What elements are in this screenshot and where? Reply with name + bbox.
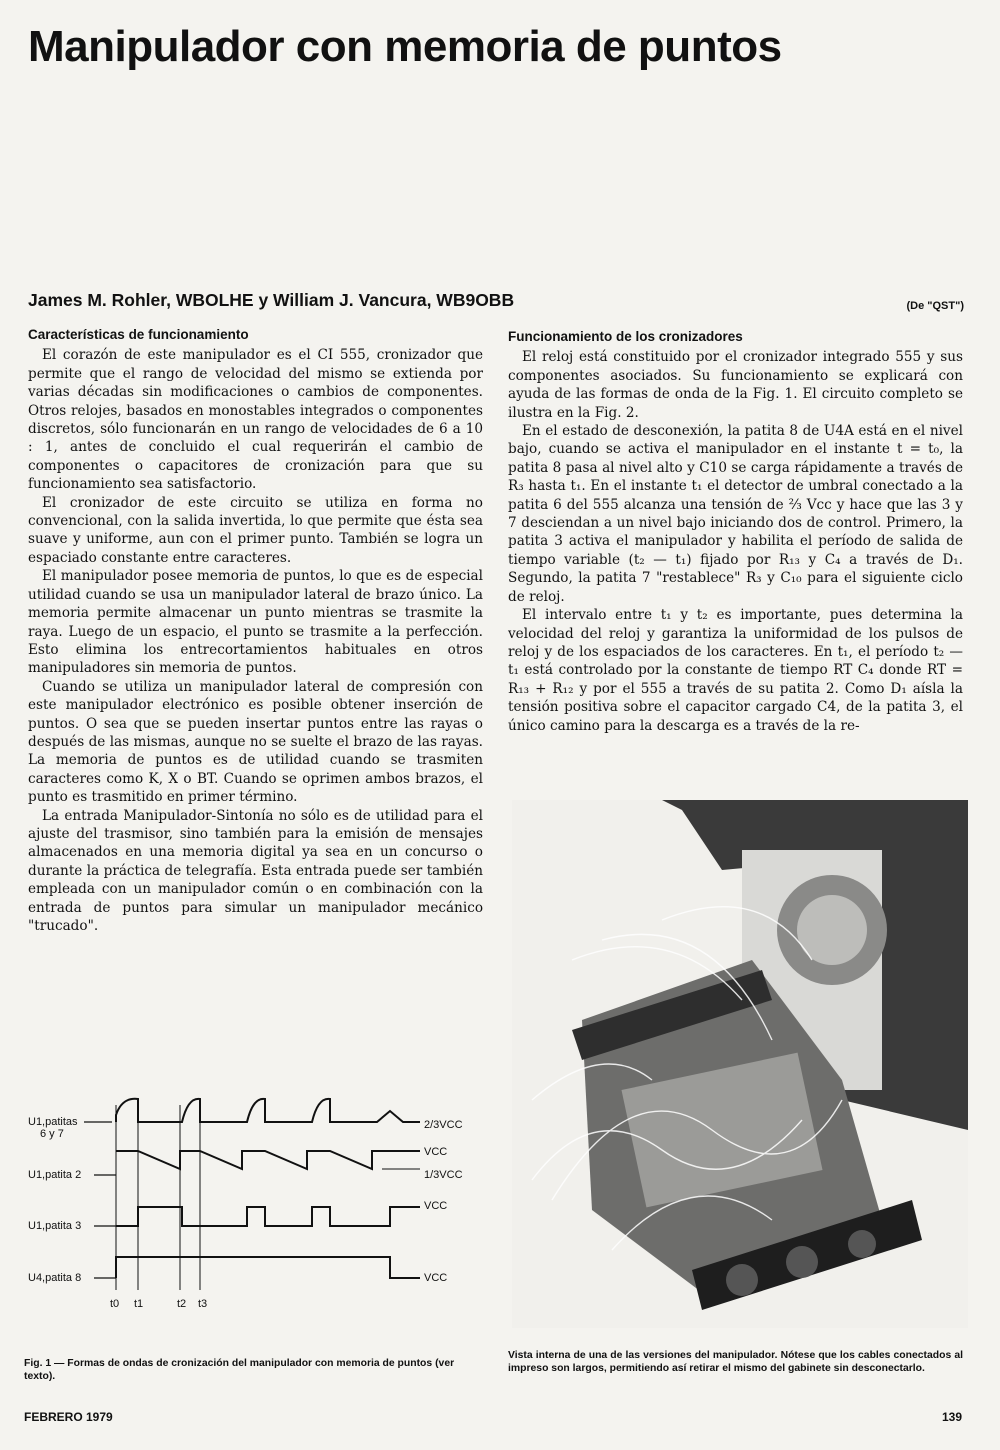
waveform-figure: [22, 1085, 477, 1325]
section-heading: Características de funcionamiento: [28, 327, 249, 342]
circuit-photo-illustration: [512, 800, 968, 1328]
right-column: [508, 328, 963, 735]
paragraph: En el estado de desconexión, la patita 8 de U4A está en el nivel bajo, cuando se activa el manipulador en el instante t = t₀, la patita 8 pasa al nivel alto y C10 se carga rápidamente a través de R₃ hasta t₁. En el instante t₁ el detector de umbral conectado a la patita 6 del 555 alcanza una tensión de ⅔ Vcc y hace que las 3 y 7 desciendan a un nivel bajo iniciando dos de control. Primero, la patita 3 activa el manipulador y habilita el período de salida de tiempo variable (t₂ — t₁) fijado por R₁₃ y C₄ a través de D₁. Segundo, la patita 7 "restablece" R₃ y C₁₀ para el siguiente ciclo de reloj.: [508, 423, 963, 605]
paragraph: El reloj está constituido por el cronizador integrado 555 y sus componentes asociados. Su funcionamiento se explicará con ayuda de las formas de onda de la Fig. 1. El circuito completo se ilustra en la Fig. 2.: [508, 349, 963, 421]
level-label: VCC: [424, 1200, 448, 1212]
row-label: U1,patita 2: [28, 1169, 82, 1181]
paragraph: El manipulador posee memoria de puntos, lo que es de especial utilidad cuando se usa un manipulador lateral de brazo único. La memoria permite almacenar un punto mientras se trasmite la raya. Luego de un espacio, el punto se trasmite a la perfección. Esto elimina los entrecortamientos habituales en otros manipuladores sin memoria de puntos.: [28, 568, 483, 677]
time-label: t0: [110, 1298, 120, 1310]
row-label: 6 y 7: [40, 1128, 64, 1140]
row-label: U1,patitas: [28, 1116, 78, 1128]
section-heading: Funcionamiento de los cronizadores: [508, 329, 743, 344]
paragraph: Cuando se utiliza un manipulador lateral de compresión con este manipulador electrónico es posible obtener inserción de puntos. O sea que se pueden insertar puntos entre las rayas o después de las mismas, aunque no se suelte el brazo de las rayas. La memoria de puntos es de utilidad cuando se trasmiten caracteres como K, X o BT. Cuando se oprimen ambos brazos, el punto es trasmitido en primer término.: [28, 678, 483, 806]
level-label: VCC: [424, 1146, 448, 1158]
authors: James M. Rohler, WBOLHE y William J. Vancura, WB9OBB: [28, 290, 515, 310]
time-label: t1: [134, 1298, 144, 1310]
level-label: 2/3VCC: [424, 1119, 463, 1131]
circuit-photo: [512, 800, 968, 1328]
page-number: 139: [941, 1410, 962, 1424]
level-label: 1/3VCC: [424, 1169, 463, 1181]
photo-caption: Vista interna de una de las versiones del manipulador. Nótese que los cables conectados al impreso son largos, permitiendo así retirar el mismo del gabinete sin desconectarlo.: [508, 1350, 963, 1374]
time-label: t3: [198, 1298, 208, 1310]
left-column: [28, 326, 483, 935]
paragraph: El corazón de este manipulador es el CI 555, cronizador que permite que el rango de velocidad del mismo se extienda por varias décadas sin modificaciones o cambios de componentes. Otros relojes, basados en monostables integrados o componentes discretos, sólo funcionarán en un rango de velocidades de 6 a 10 : 1, antes de concluido el cual requerirán el cambio de componentes o capacitores de cronización para que su funcionamiento sea satisfactorio.: [28, 347, 483, 493]
time-label: t2: [177, 1298, 187, 1310]
level-label: VCC: [424, 1272, 448, 1284]
paragraph: El intervalo entre t₁ y t₂ es importante, pues determina la velocidad del reloj y garantiza la uniformidad de los pulsos de reloj y de los espaciados de los caracteres. En t₁, el período t₂ — t₁ está controlado por la constante de tiempo RT C₄ donde RT = R₁₃ + R₁₂ y por el 555 a través de su patita 2. Como D₁ aísla la tensión positiva sobre el capacitor cargado C4, de la patita 3, el único camino para la descarga es a través de la re-: [508, 607, 963, 734]
paragraph: La entrada Manipulador-Sintonía no sólo es de utilidad para el ajuste del trasmisor, sino también para la emisión de mensajes almacenados en una memoria digital ya sea en un concurso o durante la práctica de telegrafía. Esta entrada puede ser también empleada con un manipulador común o en combinación con la entrada de puntos para simular un manipulador mecánico "trucado".: [28, 807, 483, 934]
figure-caption: Fig. 1 — Formas de ondas de cronización del manipulador con memoria de puntos (ver texto).: [24, 1358, 455, 1382]
waveform-diagram: [22, 1085, 477, 1325]
footer-date: FEBRERO 1979: [24, 1410, 113, 1424]
row-label: U4,patita 8: [28, 1272, 82, 1284]
source-credit: (De "QST"): [906, 300, 964, 312]
paragraph: El cronizador de este circuito se utiliza en forma no convencional, con la salida invertida, lo que permite que ésta sea suave y uniforme, aun con el primer punto. También se logra un espaciado constante entre caracteres.: [28, 494, 483, 566]
row-label: U1,patita 3: [28, 1220, 82, 1232]
article-title: Manipulador con memoria de puntos: [28, 22, 782, 71]
